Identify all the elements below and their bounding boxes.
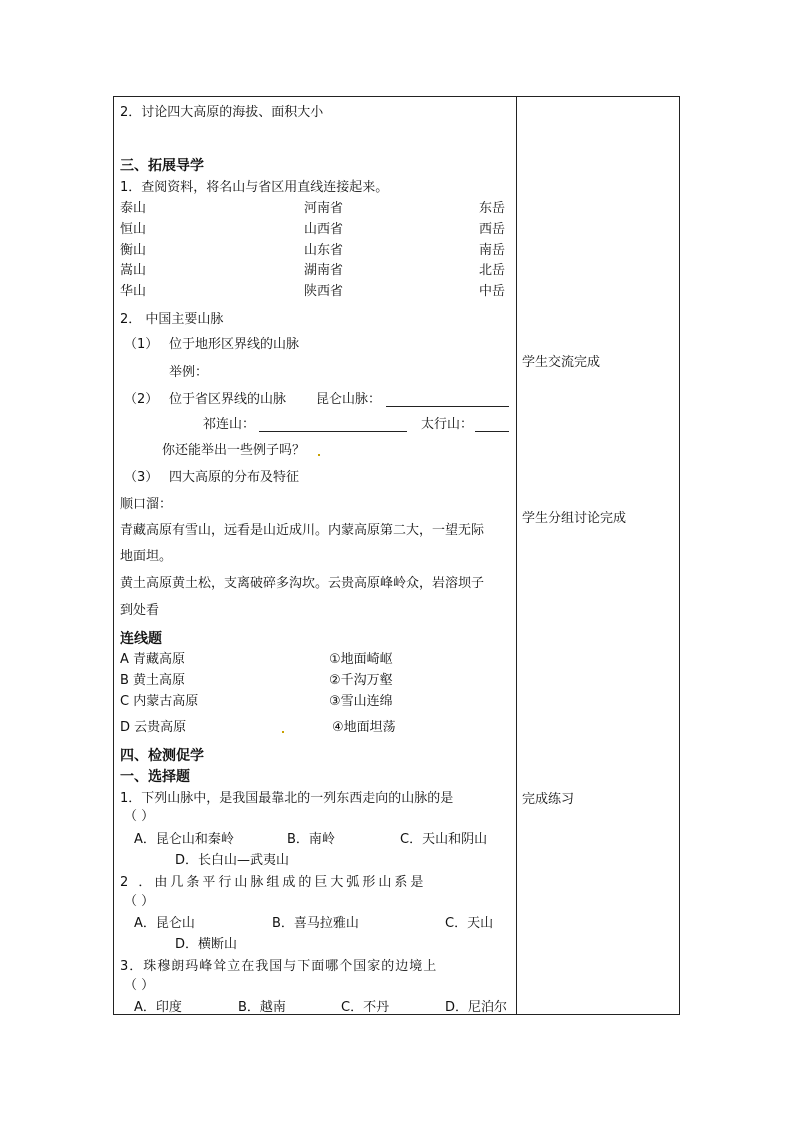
mc3-option: D．尼泊尔 [445,1000,508,1015]
rhyme-line: 到处看 [120,603,160,618]
q1-instruction: 1．查阅资料，将名山与省区用直线连接起来。 [120,180,389,195]
kunlun-label: 昆仑山脉： [316,392,382,407]
match-right-item: ②千沟万壑 [329,673,393,688]
match-left-item: C 内蒙古高原 [120,694,199,709]
item2-text: 位于省区界线的山脉 [169,392,287,407]
mountain-name: 嵩山 [120,263,147,278]
teacher-note: 学生分组讨论完成 [522,511,627,526]
mc1-option: C．天山和阴山 [400,832,488,847]
mc1-option: D．长白山—武夷山 [175,853,290,868]
stray-mark [282,731,284,733]
mountain-name: 华山 [120,284,147,299]
item1-example: 举例： [169,365,209,380]
stray-mark [318,454,320,456]
mc2-option: D．横断山 [175,937,238,952]
mc3-option: A．印度 [134,1000,182,1015]
mc1-option: B．南岭 [287,832,335,847]
mountain-name: 衡山 [120,243,147,258]
rhyme-title: 顺口溜： [120,497,173,512]
mc3-option: B．越南 [238,1000,286,1015]
yue-name: 中岳 [479,284,506,299]
rhyme-line: 青藏高原有雪山，远看是山近成川。内蒙高原第二大，一望无际 [120,523,485,538]
lesson-table [113,96,680,1015]
item3-number: （3） [124,470,159,485]
item3-text: 四大高原的分布及特征 [169,470,300,485]
column-divider [516,97,517,1014]
yue-name: 北岳 [479,263,506,278]
mc2-option: B．喜马拉雅山 [272,916,359,931]
match-title: 连线题 [120,631,162,647]
more-examples: 你还能举出一些例子吗？ [162,443,306,458]
match-right-item: ①地面崎岖 [329,652,393,667]
taihang-label: 太行山： [421,417,474,432]
mc1-option: A．昆仑山和秦岭 [134,832,234,847]
mc3-question: 3．珠穆朗玛峰耸立在我国与下面哪个国家的边境上 [120,959,438,974]
mc1-paren: （ ） [124,809,155,824]
rhyme-line: 黄土高原黄土松，支离破碎多沟坎。云贵高原峰岭众，岩溶坝子 [120,576,485,591]
teacher-note: 完成练习 [522,792,575,807]
q2-title: 2． 中国主要山脉 [120,312,224,327]
mc2-question: 2 ．由几条平行山脉组成的巨大弧形山系是 [120,875,427,890]
province-name: 河南省 [304,201,344,216]
yue-name: 东岳 [479,201,506,216]
item2-number: （2） [124,392,159,407]
mc2-paren: （ ） [124,894,155,909]
teacher-note: 学生交流完成 [522,355,601,370]
match-left-item: D 云贵高原 [120,720,187,735]
qilian-answer-line [259,431,407,432]
mountain-name: 泰山 [120,201,147,216]
mc3-option: C．不丹 [341,1000,390,1015]
province-name: 陕西省 [304,284,344,299]
yue-name: 西岳 [479,222,506,237]
taihang-answer-line [475,431,509,432]
mc2-option: A．昆仑山 [134,916,195,931]
match-right-item: ③雪山连绵 [329,694,393,709]
section3-title: 三、拓展导学 [120,158,204,174]
mc-title: 一、选择题 [120,769,190,785]
item1-text: 位于地形区界线的山脉 [169,337,300,352]
province-name: 山西省 [304,222,344,237]
province-name: 山东省 [304,243,344,258]
mountain-name: 恒山 [120,222,147,237]
item1-number: （1） [124,337,159,352]
section4-title: 四、检测促学 [120,748,204,764]
yue-name: 南岳 [479,243,506,258]
mc1-question: 1．下列山脉中，是我国最靠北的一列东西走向的山脉的是 [120,791,454,806]
match-left-item: B 黄土高原 [120,673,186,688]
mc3-paren: （ ） [124,978,155,993]
match-left-item: A 青藏高原 [120,652,186,667]
rhyme-line: 地面坦。 [120,549,173,564]
kunlun-answer-line [386,406,509,407]
discuss-question: 2．讨论四大高原的海拔、面积大小 [120,105,324,120]
province-name: 湖南省 [304,263,344,278]
qilian-label: 祁连山： [203,417,256,432]
mc2-option: C．天山 [445,916,494,931]
match-right-item: ④地面坦荡 [332,720,396,735]
